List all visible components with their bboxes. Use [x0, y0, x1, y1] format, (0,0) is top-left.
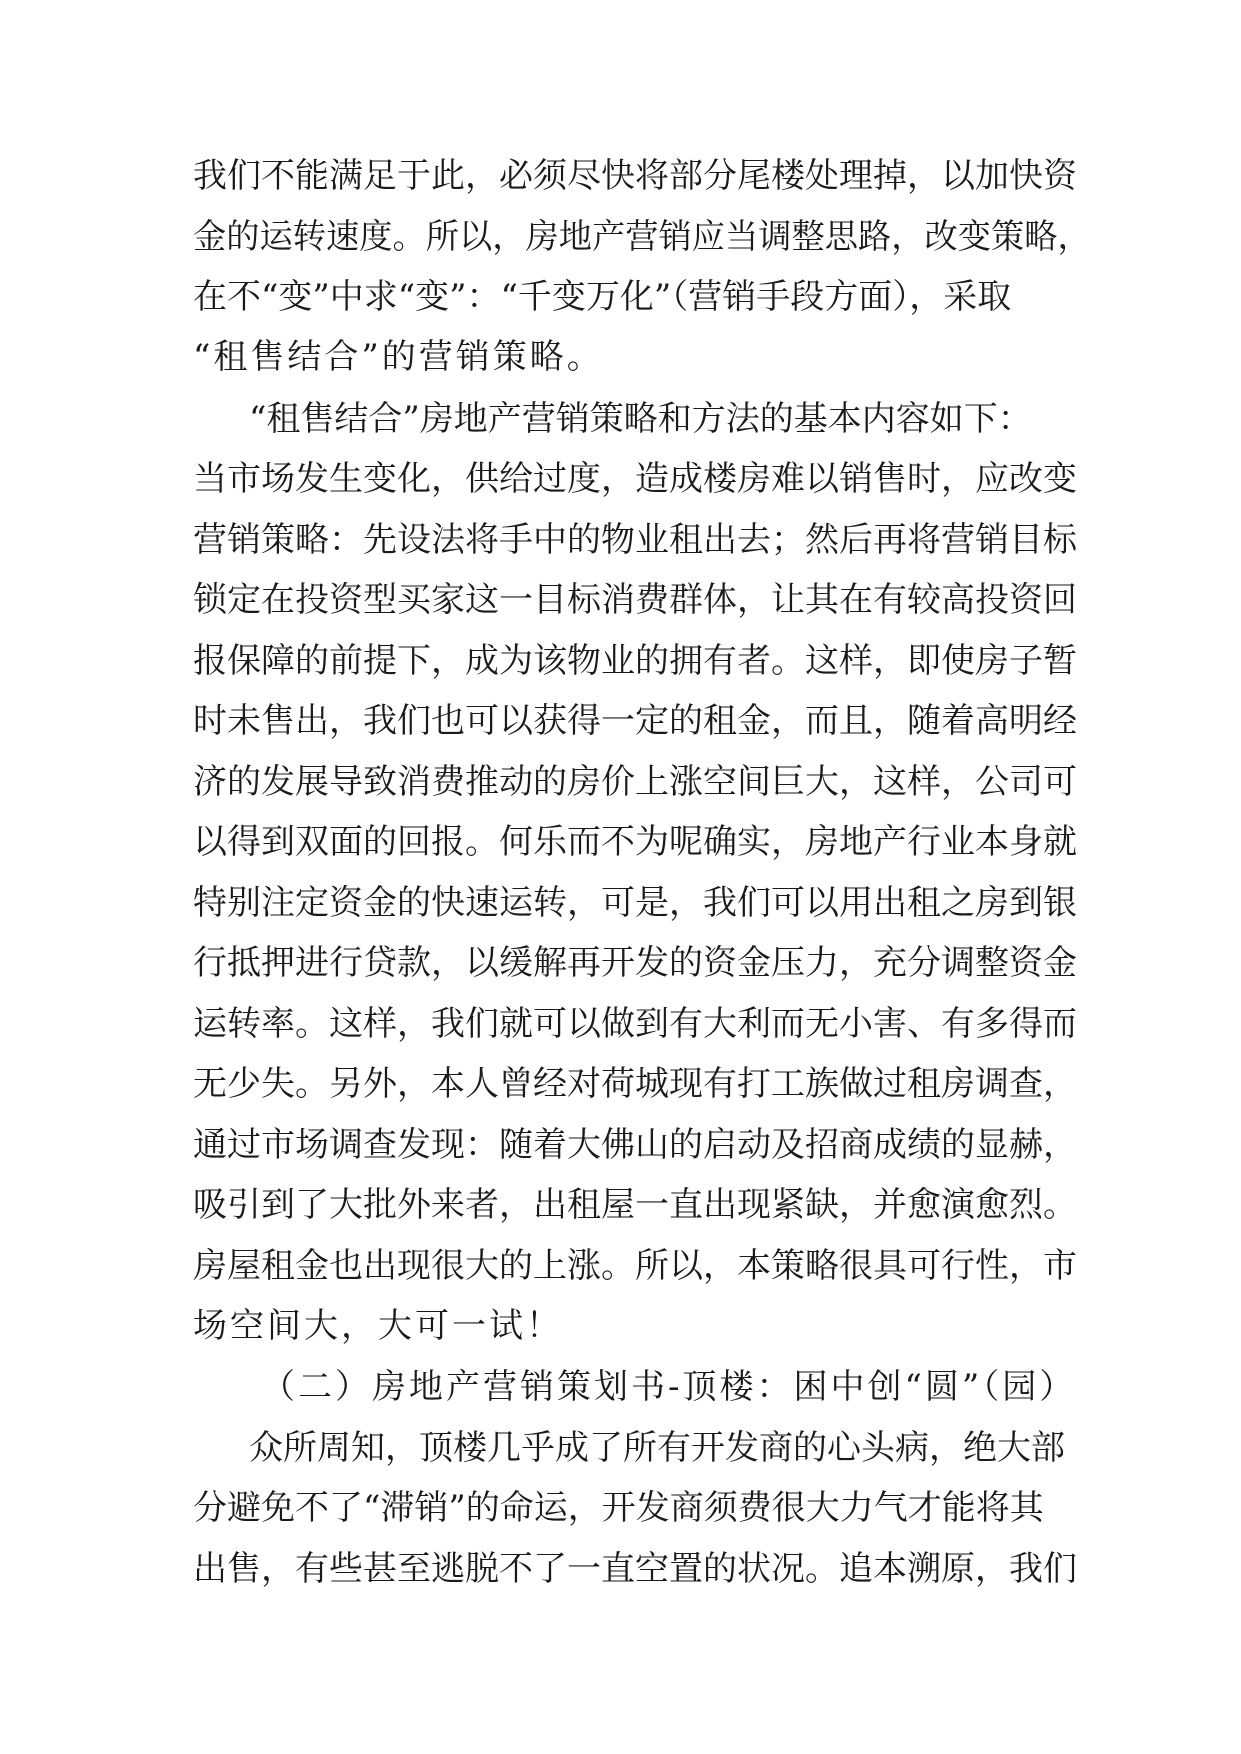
text-line: 以得到双面的回报。何乐而不为呢确实，房地产行业本身就 — [193, 822, 1077, 862]
text-line: 房屋租金也出现很大的上涨。所以，本策略很具可行性，市 — [193, 1246, 1077, 1286]
text-line: 运转率。这样，我们就可以做到有大利而无小害、有多得而 — [193, 1004, 1077, 1044]
text-line: 锁定在投资型买家这一目标消费群体，让其在有较高投资回 — [193, 580, 1077, 620]
text-line: 时未售出，我们也可以获得一定的租金，而且，随着高明经 — [193, 701, 1077, 741]
text-line: 在不“变”中求“变”：“千变万化”（营销手段方面），采取 — [193, 277, 1012, 317]
text-line: 特别注定资金的快速运转，可是，我们可以用出租之房到银 — [193, 883, 1077, 923]
paragraph-first-line: “租售结合”房地产营销策略和方法的基本内容如下： — [249, 399, 1032, 439]
text-line: “租售结合”的营销策略。 — [193, 337, 604, 377]
text-line: 场空间大，大可一试！ — [193, 1306, 563, 1346]
text-line: 当市场发生变化，供给过度，造成楼房难以销售时，应改变 — [193, 459, 1077, 499]
text-line: 吸引到了大批外来者，出租屋一直出现紧缺，并愈演愈烈。 — [193, 1185, 1077, 1225]
text-line: 济的发展导致消费推动的房价上涨空间巨大，这样，公司可 — [193, 762, 1077, 802]
text-line: 出售，有些甚至逃脱不了一直空置的状况。追本溯原，我们 — [193, 1549, 1077, 1589]
text-line: 报保障的前提下，成为该物业的拥有者。这样，即使房子暂 — [193, 641, 1077, 681]
text-line: 无少失。另外，本人曾经对荷城现有打工族做过租房调查， — [193, 1064, 1077, 1104]
paragraph-first-line: 众所周知，顶楼几乎成了所有开发商的心头病，绝大部 — [249, 1428, 1065, 1468]
text-line: 营销策略：先设法将手中的物业租出去；然后再将营销目标 — [193, 520, 1077, 560]
text-line: 我们不能满足于此，必须尽快将部分尾楼处理掉，以加快资 — [193, 156, 1077, 196]
text-line: 行抵押进行贷款，以缓解再开发的资金压力，充分调整资金 — [193, 943, 1077, 983]
text-line: 通过市场调查发现：随着大佛山的启动及招商成绩的显赫， — [193, 1125, 1077, 1165]
text-line: 金的运转速度。所以，房地产营销应当调整思路，改变策略， — [193, 217, 1091, 257]
section-heading: （二）房地产营销策划书-顶楼：困中创“圆”（园） — [261, 1367, 1077, 1407]
text-line: 分避免不了“滞销”的命运，开发商须费很大力气才能将其 — [193, 1488, 1044, 1528]
